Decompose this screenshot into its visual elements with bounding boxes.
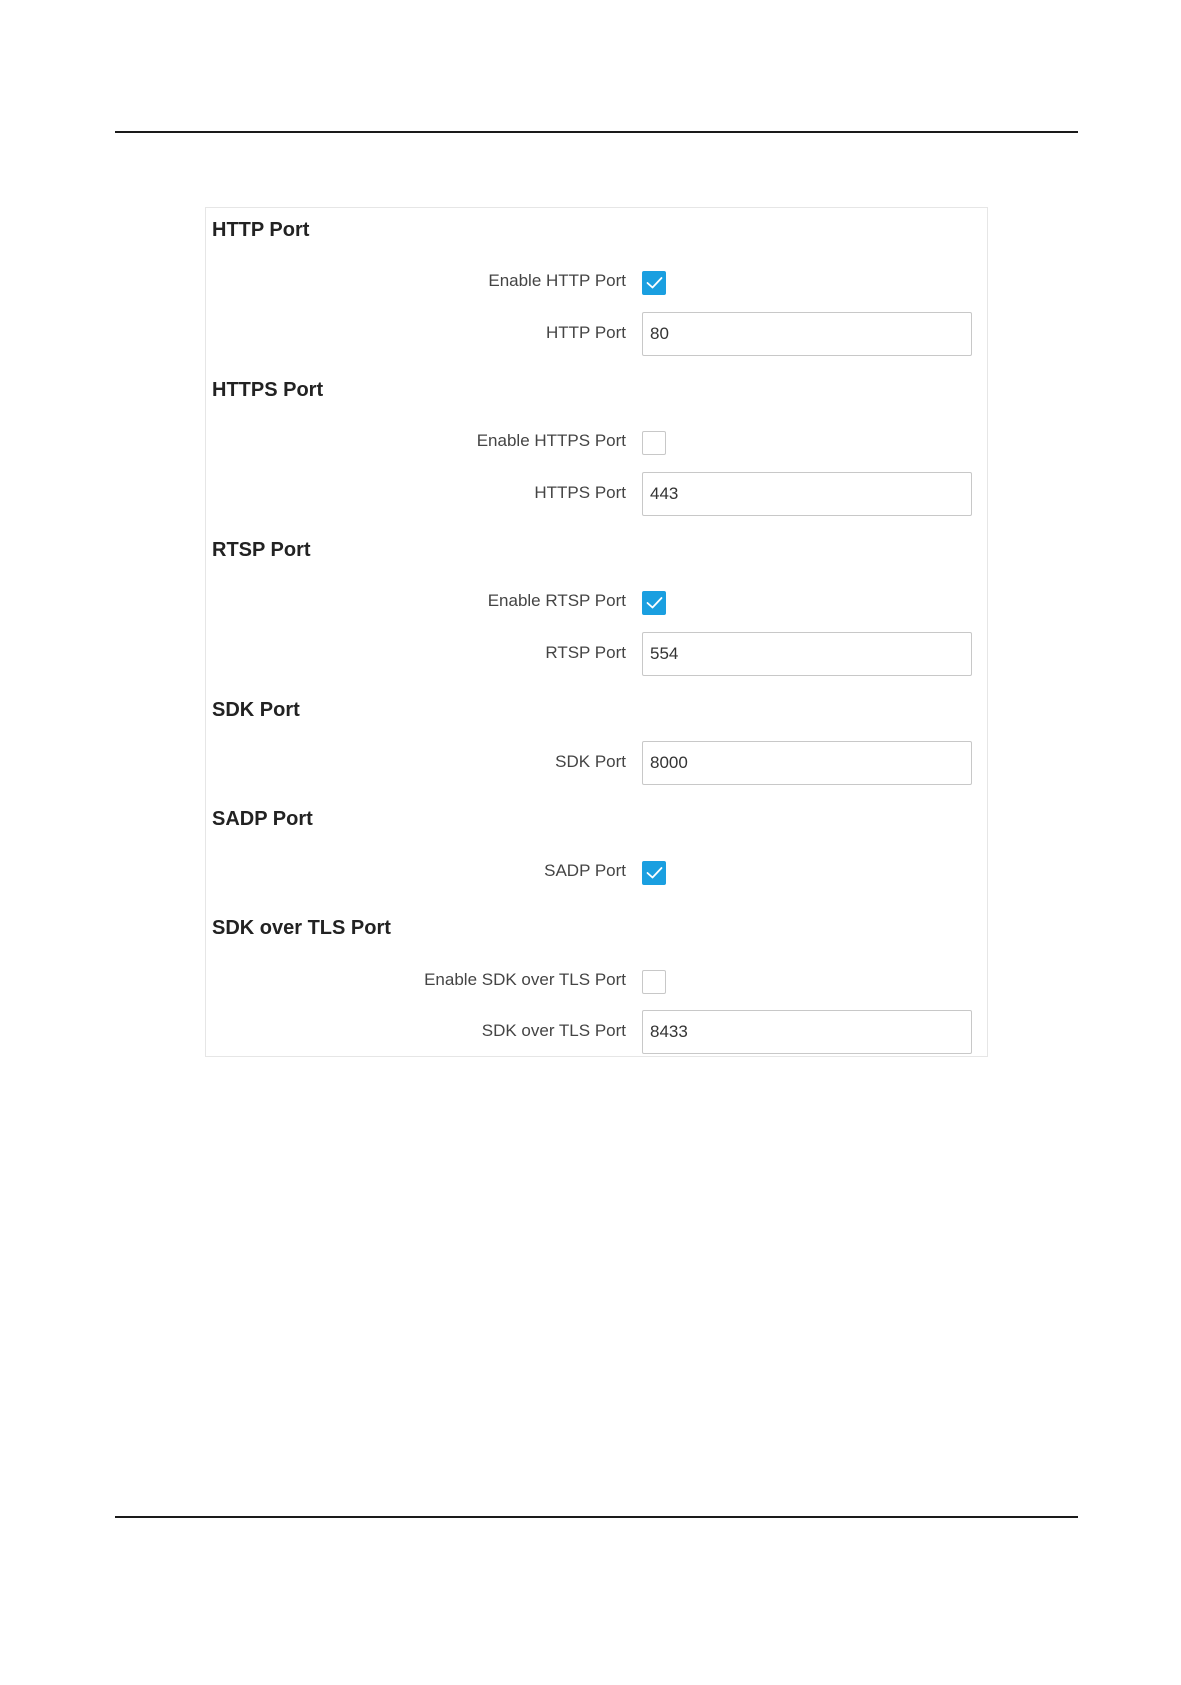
rtsp-port-label: RTSP Port: [545, 643, 626, 662]
sdk-tls-port-label: SDK over TLS Port: [481, 1021, 626, 1040]
page-header-rule: [115, 131, 1078, 133]
sdk-port-input[interactable]: [642, 741, 972, 785]
enable-https-label: Enable HTTPS Port: [476, 431, 626, 450]
enable-rtsp-label: Enable RTSP Port: [487, 591, 626, 610]
sadp-port-label: SADP Port: [544, 861, 626, 880]
http-port-input[interactable]: [642, 312, 972, 356]
http-port-label: HTTP Port: [546, 323, 626, 342]
sadp-port-checkbox[interactable]: [642, 861, 666, 885]
https-port-input[interactable]: [642, 472, 972, 516]
sdk-tls-port-input[interactable]: [642, 1010, 972, 1054]
sdk-port-label: SDK Port: [555, 752, 626, 771]
enable-http-checkbox[interactable]: [642, 271, 666, 295]
sdk-tls-section-title: SDK over TLS Port: [212, 917, 391, 939]
rtsp-section-title: RTSP Port: [212, 539, 311, 561]
enable-http-label: Enable HTTP Port: [488, 271, 626, 290]
sadp-section-title: SADP Port: [212, 808, 313, 830]
page-footer-rule: [115, 1516, 1078, 1518]
enable-rtsp-checkbox[interactable]: [642, 591, 666, 615]
checkmark-icon: [646, 276, 663, 290]
checkmark-icon: [646, 866, 663, 880]
https-section-title: HTTPS Port: [212, 379, 324, 401]
sdk-section-title: SDK Port: [212, 699, 300, 721]
enable-sdk-tls-checkbox[interactable]: [642, 970, 666, 994]
http-section-title: HTTP Port: [212, 219, 310, 241]
rtsp-port-input[interactable]: [642, 632, 972, 676]
https-port-label: HTTPS Port: [534, 483, 626, 502]
port-settings-panel: [205, 207, 988, 1057]
enable-sdk-tls-label: Enable SDK over TLS Port: [424, 970, 626, 989]
enable-https-checkbox[interactable]: [642, 431, 666, 455]
checkmark-icon: [646, 596, 663, 610]
